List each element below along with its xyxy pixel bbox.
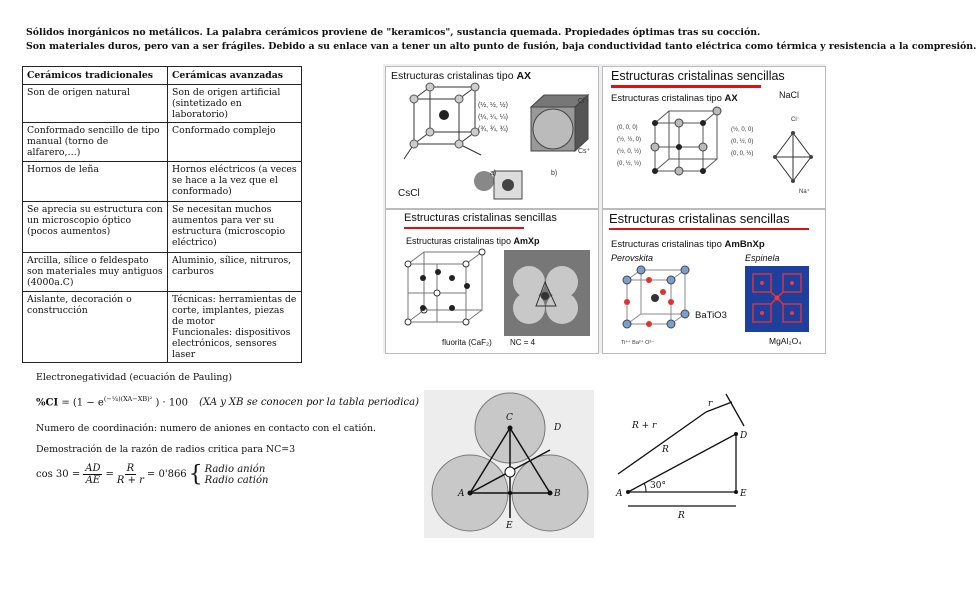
cscl-title: Estructuras cristalinas tipo AX xyxy=(391,70,532,82)
table-cell: Arcilla, sílice o feldespato son materiales muy antiguos (4000a.C) xyxy=(23,253,168,292)
perovskita-label: Perovskita xyxy=(611,253,654,263)
mgal2o4-label: MgAl₂O₄ xyxy=(769,336,802,346)
table-cell: Aluminio, sílice, nitruros, carburos xyxy=(168,253,302,292)
pauling-equation: $\%CI = (1 - e^{(-\frac{1}{4})(XA-XB)^2}$ ) · 100 (XA y XB se conocen por la tabla periodica) xyxy=(36,395,419,409)
cos30-equation: cos 30 = $\frac{AD}{AE}$ = $\frac{R}{R + r}$ = 0'866 { Radio anión Radio catión xyxy=(36,462,269,487)
svg-text:(0, ½, 0): (0, ½, 0) xyxy=(731,139,754,145)
svg-text:(0, ½, ½): (0, ½, ½) xyxy=(617,161,642,167)
batio3-label: BaTiO3 xyxy=(695,310,727,321)
table-row xyxy=(23,202,302,253)
fluorite-title-underline xyxy=(404,227,524,229)
table-row xyxy=(23,292,302,363)
table-cell: Conformado sencillo de tipo manual (torno de alfarero,…) xyxy=(23,123,168,162)
nacl-title: Estructuras cristalinas sencillas xyxy=(611,69,785,83)
svg-text:(½, 0, 0): (½, 0, 0) xyxy=(731,127,754,133)
table-cell: Se necesitan muchos aumentos para ver su estructura (microscopio eléctrico) xyxy=(168,202,302,253)
electronegativity-title: Electronegatividad (ecuación de Pauling) xyxy=(36,372,233,383)
svg-text:(½, 0, ½): (½, 0, ½) xyxy=(617,149,642,155)
nacl-title-underline xyxy=(611,85,761,88)
cscl-subfig-a: a) xyxy=(490,170,497,177)
header-advanced: Cerámicas avanzadas xyxy=(168,67,302,85)
intro-text xyxy=(26,26,976,54)
table-row xyxy=(23,123,302,162)
diag2-label-r-small: r xyxy=(708,399,713,409)
cs-ion-label: Cs⁺ xyxy=(578,148,591,155)
perov-ion-legend: Ti⁴⁺ Ba²⁺ O²⁻ xyxy=(621,340,655,346)
svg-text:(¼, ¼, ¼): (¼, ¼, ¼) xyxy=(478,114,508,121)
fluorite-subtitle: Estructuras cristalinas tipo AmXp xyxy=(406,236,540,246)
diag2-label-e: E xyxy=(740,489,747,499)
diag1-label-c: C xyxy=(506,413,513,423)
table-cell: Conformado complejo xyxy=(168,123,302,162)
svg-text:(0, 0, ½): (0, 0, ½) xyxy=(731,151,754,157)
nacl-label: NaCl xyxy=(779,90,800,100)
svg-text:(½, ½, ½): (½, ½, ½) xyxy=(478,102,508,109)
table-cell: Técnicas: herramientas de corte, implantes, piezas de motor Funcionales: dispositivos electrónicos, sensores laser xyxy=(168,292,302,363)
cscl-subfig-b: b) xyxy=(551,170,558,177)
fluorite-nc: NC = 4 xyxy=(510,338,536,347)
diag1-label-d: D xyxy=(554,423,562,433)
table-cell: Se aprecia su estructura con un microscopio óptico (pocos aumentos) xyxy=(23,202,168,253)
radius-triangle-diagram xyxy=(610,388,770,528)
table-cell: Hornos eléctricos (a veces se hace a la vez que el conformado) xyxy=(168,162,302,202)
anion-cation-diagram xyxy=(424,390,594,538)
cl-ion-label: Cl⁻ xyxy=(578,98,589,105)
svg-text:(0, 0, 0): (0, 0, 0) xyxy=(617,125,638,131)
diag2-label-r-plus-r: R + r xyxy=(632,421,657,431)
perov-title-underline xyxy=(609,228,809,230)
table-row xyxy=(23,85,302,123)
nacl-na-label: Na⁺ xyxy=(799,189,810,195)
table-cell: Son de origen natural xyxy=(23,85,168,123)
panel-nacl xyxy=(602,66,826,209)
diag1-label-a: A xyxy=(458,489,465,499)
table-cell: Hornos de leña xyxy=(23,162,168,202)
fluorite-caption: fluorita (CaF₂) xyxy=(442,338,492,347)
intro-line-2: Son materiales duros, pero van a ser frágiles. Debido a su enlace van a tener un alto punto de fusión, baja conductividad tanto eléctrica como térmica y resistencia a la compresión. xyxy=(26,41,976,52)
table-cell: Son de origen artificial (sintetizado en laboratorio) xyxy=(168,85,302,123)
radius-ratio-demo-title: Demostración de la razón de radios critica para NC=3 xyxy=(36,444,296,455)
diag2-label-d: D xyxy=(740,431,748,441)
fluorite-title: Estructuras cristalinas sencillas xyxy=(404,212,557,224)
table-header-row xyxy=(23,67,302,85)
perov-subtitle: Estructuras cristalinas tipo AmBnXp xyxy=(611,239,765,250)
nacl-structure-figure xyxy=(603,105,825,208)
table-cell: Aislante, decoración o construcción xyxy=(23,292,168,363)
ceramics-comparison-table xyxy=(22,66,302,363)
panel-fluorite xyxy=(385,209,599,354)
diag2-label-r-large: R xyxy=(662,445,669,455)
cscl-structure-figure xyxy=(386,67,598,208)
table-row xyxy=(23,253,302,292)
diag1-label-e: E xyxy=(506,521,513,531)
diag2-label-a: A xyxy=(616,489,623,499)
perov-title: Estructuras cristalinas sencillas xyxy=(609,211,790,226)
coordination-number: Numero de coordinación: numero de aniones en contacto con el catión. xyxy=(36,423,377,434)
intro-line-1: Sólidos inorgánicos no metálicos. La palabra cerámicos proviene de "keramicos", sustancia quemada. Propiedades óptimas tras su cocción. xyxy=(26,27,761,38)
panel-perovskite xyxy=(602,209,826,354)
table-row xyxy=(23,162,302,202)
nacl-subtitle: Estructuras cristalinas tipo AX xyxy=(611,93,738,104)
header-traditional: Cerámicos tradicionales xyxy=(23,67,168,85)
espinela-label: Espinela xyxy=(745,253,780,263)
nacl-cl-label: Cl⁻ xyxy=(791,117,800,123)
panel-cscl xyxy=(385,66,599,209)
diag1-label-b: B xyxy=(554,489,561,499)
svg-text:(½, ½, 0): (½, ½, 0) xyxy=(617,137,642,143)
diag2-label-r-base: R xyxy=(678,511,685,521)
fluorite-structure-figure xyxy=(386,248,598,338)
svg-text:(¾, ¾, ¾): (¾, ¾, ¾) xyxy=(478,126,508,133)
cscl-label: CsCl xyxy=(398,188,420,199)
diag2-angle-label: 30° xyxy=(650,481,666,491)
